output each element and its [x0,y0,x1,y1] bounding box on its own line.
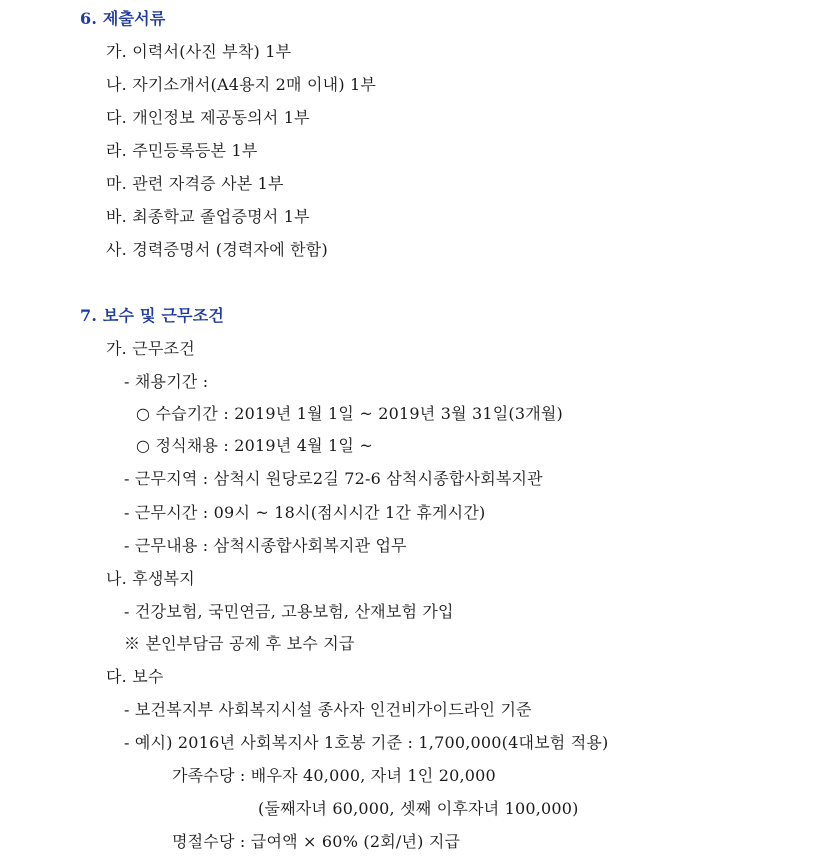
salary-example: - 예시) 2016년 사회복지사 1호봉 기준 : 1,700,000(4대보험 적용) [124,733,609,752]
family-allowance: 가족수당 : 배우자 40,000, 자녀 1인 20,000 [172,766,496,785]
family-allowance-detail: (둘째자녀 60,000, 셋째 이후자녀 100,000) [258,799,579,818]
document-item-resume: 가. 이력서(사진 부착) 1부 [106,42,292,61]
salary-title: 다. 보수 [106,667,164,686]
document-item-resident-register: 라. 주민등록등본 1부 [106,141,258,160]
work-conditions-title: 가. 근무조건 [106,339,195,358]
document-item-certificate: 마. 관련 자격증 사본 1부 [106,174,284,193]
deduction-note: ※ 본인부담금 공제 후 보수 지급 [124,634,355,653]
insurance-enrollment: - 건강보험, 국민연금, 고용보험, 산재보험 가입 [124,602,454,621]
section-7-heading: 7. 보수 및 근무조건 [80,306,225,325]
work-hours: - 근무시간 : 09시 ~ 18시(점시시간 1간 휴게시간) [124,503,486,522]
holiday-allowance: 명절수당 : 급여액 × 60% (2회/년) 지급 [172,832,461,851]
welfare-title: 나. 후생복지 [106,569,195,588]
work-duties: - 근무내용 : 삼척시종합사회복지관 업무 [124,536,407,555]
work-location: - 근무지역 : 삼척시 원당로2길 72-6 삼척시종합사회복지관 [124,469,543,488]
document-item-graduation: 바. 최종학교 졸업증명서 1부 [106,207,310,226]
document-item-privacy-consent: 다. 개인정보 제공동의서 1부 [106,108,310,127]
regular-employment: ○ 정식채용 : 2019년 4월 1일 ~ [136,436,373,455]
probation-period: ○ 수습기간 : 2019년 1월 1일 ~ 2019년 3월 31일(3개월) [136,404,564,423]
document-item-self-intro: 나. 자기소개서(A4용지 2매 이내) 1부 [106,75,377,94]
section-6-heading: 6. 제출서류 [80,9,166,28]
document-item-career: 사. 경력증명서 (경력자에 한함) [106,240,328,259]
salary-guideline: - 보건복지부 사회복지시설 종사자 인건비가이드라인 기준 [124,700,532,719]
employment-period-label: - 채용기간 : [124,372,209,391]
